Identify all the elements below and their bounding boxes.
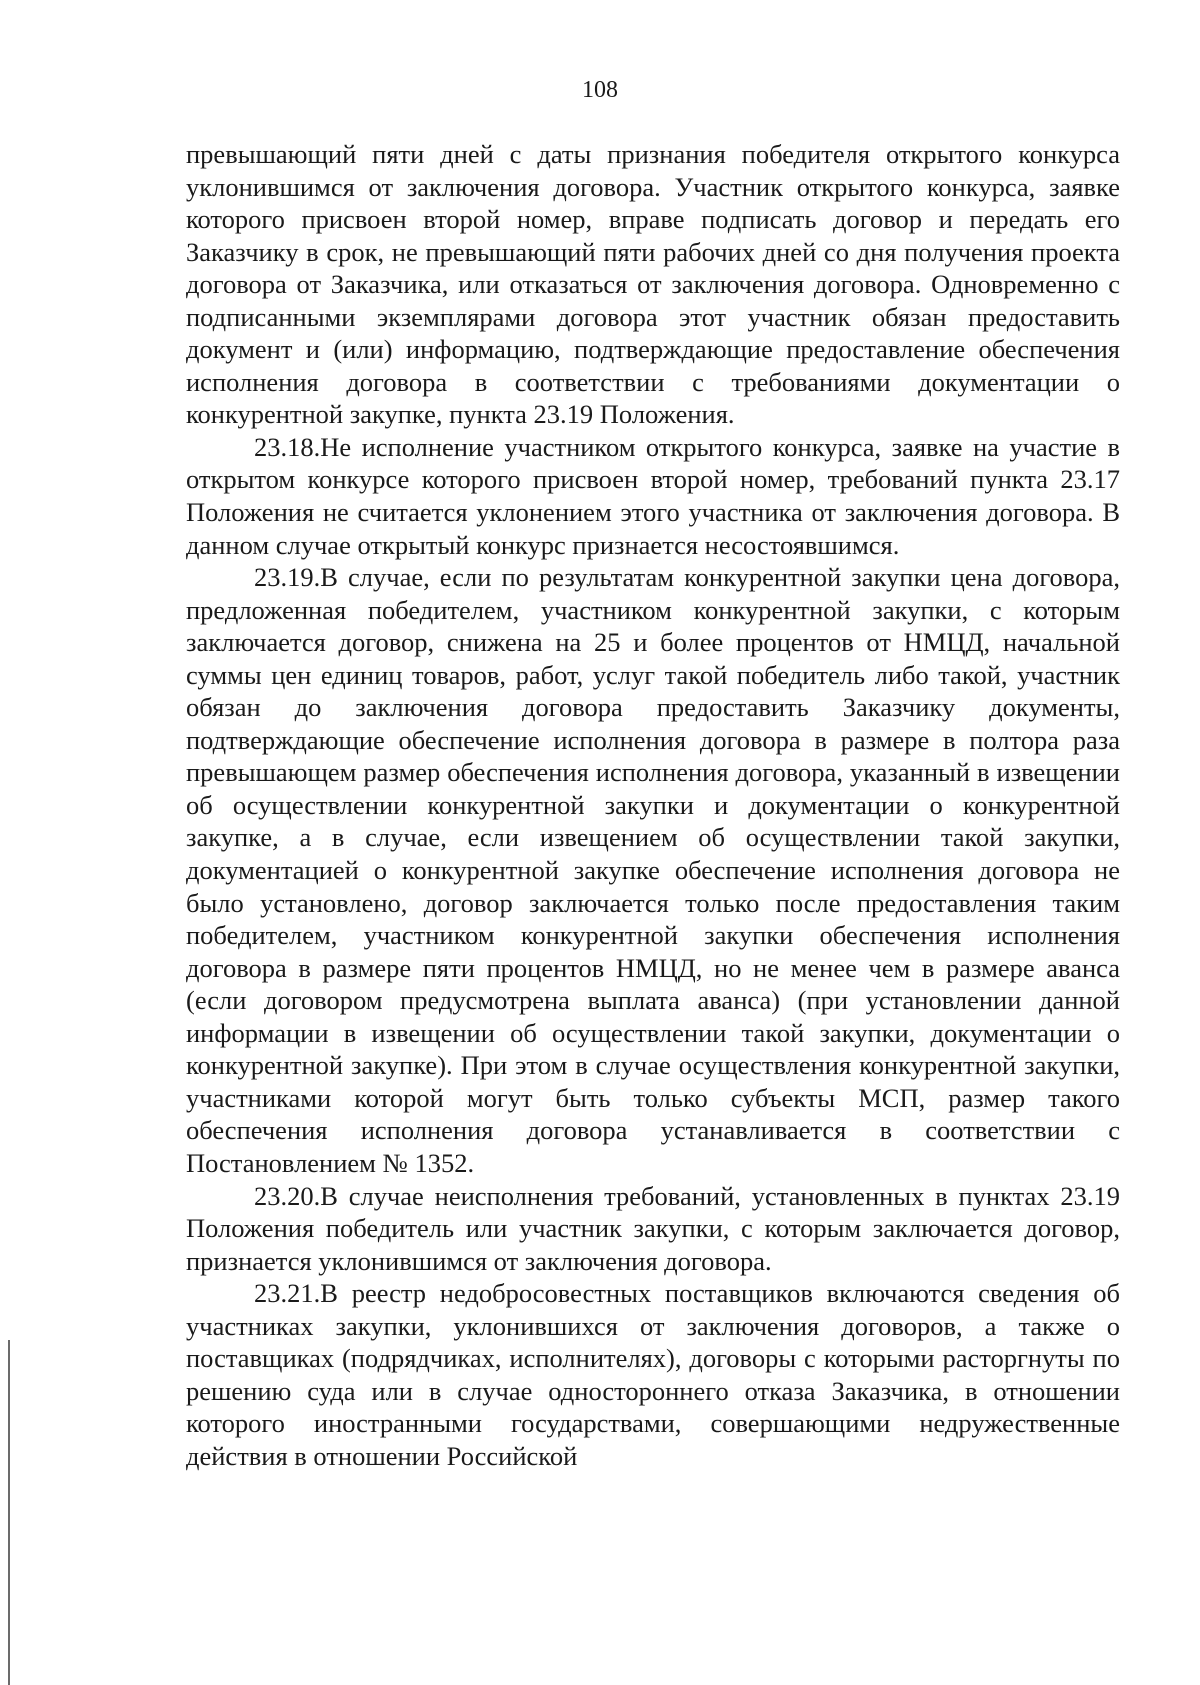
- paragraph-continuation: превышающий пяти дней с даты признания победителя открытого конкурса уклонившимся от заключения договора. Участник открытого конкурса, заявке которого присвоен второй номер, вправе подписать договор и передать его Заказчику в срок, не превышающий пяти рабочих дней со дня получения проекта договора от Заказчика, или отказаться от заключения договора. Одновременно с подписанными экземплярами договора этот участник обязан предоставить документ и (или) информацию, подтверждающие предоставление обеспечения исполнения договора в соответствии с требованиями документации о конкурентной закупке, пункта 23.19 Положения.: [186, 139, 1120, 430]
- paragraph-23-20: 23.20.В случае неисполнения требований, установленных в пунктах 23.19 Положения победитель или участник закупки, с которым заключается договор, признается уклонившимся от заключения договора.: [186, 1180, 1120, 1276]
- paragraph-23-19: 23.19.В случае, если по результатам конкурентной закупки цена договора, предложенная победителем, участником конкурентной закупки, с которым заключается договор, снижена на 25 и более процентов от НМЦД, начальной суммы цен единиц товаров, работ, услуг такой победитель либо такой, участник обязан до заключения договора предоставить Заказчику документы, подтверждающие обеспечение исполнения договора в размере в полтора раза превышающем размер обеспечения исполнения договора, указанный в извещении об осуществлении конкурентной закупки и документации о конкурентной закупке, а в случае, если извещением об осуществлении такой закупки, документацией о конкурентной закупке обеспечение исполнения договора не было установлено, договор заключается только после предоставления таким победителем, участником конкурентной закупки обеспечения исполнения договора в размере пяти процентов НМЦД, но не менее чем в размере аванса (если договором предусмотрена выплата аванса) (при установлении данной информации в извещении об осуществлении такой закупки, документации о конкурентной закупке). При этом в случае осуществления конкурентной закупки, участниками которой могут быть только субъекты МСП, размер такого обеспечения исполнения договора устанавливается в соответствии с Постановлением № 1352.: [186, 562, 1120, 1178]
- document-body: [186, 138, 1120, 1472]
- paragraph-23-18: 23.18.Не исполнение участником открытого конкурса, заявке на участие в открытом конкурсе которого присвоен второй номер, требований пункта 23.17 Положения не считается уклонением этого участника от заключения договора. В данном случае открытый конкурс признается несостоявшимся.: [186, 431, 1120, 560]
- paragraph-23-21: 23.21.В реестр недобросовестных поставщиков включаются сведения об участниках закупки, уклонившихся от заключения договоров, а также о поставщиках (подрядчиках, исполнителях), договоры с которыми расторгнуты по решению суда или в случае одностороннего отказа Заказчика, в отношении которого иностранными государствами, совершающими недружественные действия в отношении Российской: [186, 1278, 1120, 1471]
- scan-edge-line: [8, 1340, 10, 1685]
- page-number: 108: [582, 77, 618, 103]
